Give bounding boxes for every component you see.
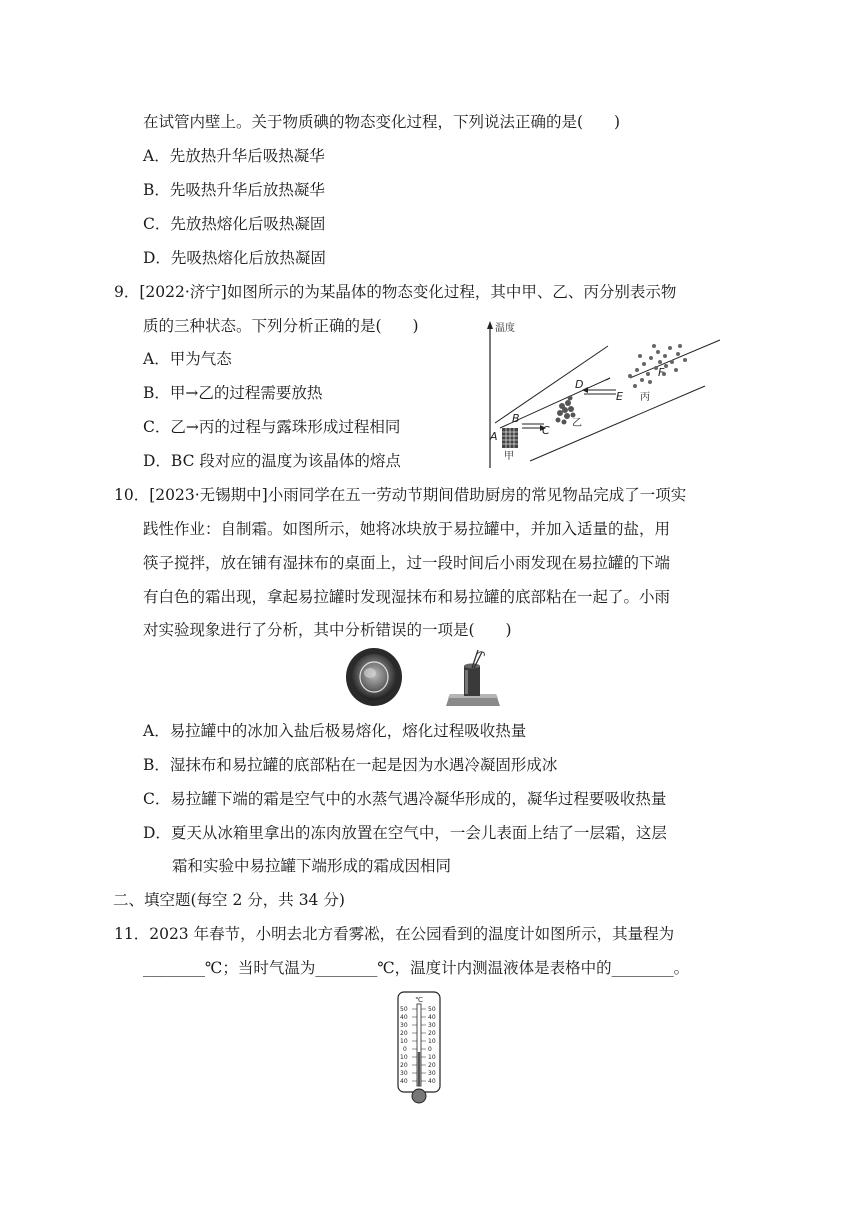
section-2-title: 二、填空题(每空 2 分，共 34 分)	[113, 891, 345, 909]
q10-can-on-cloth-figure	[444, 648, 502, 708]
scale-left-1: 40	[400, 1014, 408, 1021]
scale-right-9: 40	[428, 1078, 436, 1085]
state-bing-label: 丙	[640, 392, 650, 403]
point-b-label: B	[512, 412, 520, 425]
scale-left-0: 50	[400, 1006, 408, 1013]
scale-left-6: 10	[400, 1054, 408, 1061]
scale-left-5: 0	[403, 1046, 407, 1053]
q10-can-photo	[344, 646, 404, 708]
point-c-label: C	[542, 424, 550, 437]
q9-state-change-figure	[480, 318, 730, 470]
scale-right-5: 0	[428, 1046, 432, 1053]
solid-lattice-block	[502, 428, 518, 448]
q8-option-b: B．先吸热升华后放热凝华	[143, 181, 325, 199]
scale-right-2: 30	[428, 1022, 436, 1029]
q10-stem-line1: 10．[2023·无锡期中]小雨同学在五一劳动节期间借助厨房的常见物品完成了一项实	[114, 486, 687, 504]
q10-stem-line2: 践性作业：自制霜。如图所示，她将冰块放于易拉罐中，并加入适量的盐，用	[143, 520, 671, 538]
q10-stem-line3: 筷子搅拌，放在铺有湿抹布的桌面上，过一段时间后小雨发现在易拉罐的下端	[143, 554, 671, 572]
state-yi-label: 乙	[572, 418, 582, 429]
q8-option-d: D．先吸热熔化后放热凝固	[143, 249, 326, 267]
q10-stem-line4: 有白色的霜出现，拿起易拉罐时发现湿抹布和易拉罐的底部粘在一起了。小雨	[143, 588, 671, 606]
q9-option-c: C．乙→丙的过程与露珠形成过程相同	[143, 418, 401, 436]
scale-right-4: 10	[428, 1038, 436, 1045]
scale-left-9: 40	[400, 1078, 408, 1085]
q11-stem-line2: ________℃；当时气温为________℃，温度计内测温液体是表格中的________。	[143, 959, 690, 977]
q10-option-c: C．易拉罐下端的霜是空气中的水蒸气遇冷凝华形成的，凝华过程要吸收热量	[143, 790, 667, 808]
q9-option-b: B．甲→乙的过程需要放热	[143, 384, 323, 402]
scale-left-7: 20	[400, 1062, 408, 1069]
thermometer-unit-label: ℃	[415, 996, 423, 1004]
q9-option-d: D．BC 段对应的温度为该晶体的熔点	[143, 452, 401, 470]
scale-right-8: 30	[428, 1070, 436, 1077]
upper-boundary-line	[630, 340, 720, 378]
q9-axis-label: 温度	[495, 323, 515, 334]
q8-option-c: C．先放热熔化后吸热凝固	[143, 215, 326, 233]
q10-option-d: D．夏天从冰箱里拿出的冻肉放置在空气中，一会儿表面上结了一层霜，这层	[143, 824, 667, 842]
scale-right-1: 40	[428, 1014, 436, 1021]
scale-right-7: 20	[428, 1062, 436, 1069]
q10-option-d-continuation: 霜和实验中易拉罐下端形成的霜成因相同	[172, 857, 452, 875]
q9-stem-line2: 质的三种状态。下列分析正确的是( )	[143, 317, 419, 335]
scale-right-3: 20	[428, 1030, 436, 1037]
point-d-label: D	[575, 378, 584, 391]
scale-left-3: 20	[400, 1030, 408, 1037]
scale-right-0: 50	[428, 1006, 436, 1013]
point-f-label: F	[658, 366, 665, 379]
scale-right-6: 10	[428, 1054, 436, 1061]
scale-left-4: 10	[400, 1038, 408, 1045]
point-e-label: E	[616, 390, 623, 403]
q11-thermometer-figure	[396, 990, 442, 1110]
q8-stem-continuation: 在试管内壁上。关于物质碘的物态变化过程，下列说法正确的是( )	[143, 113, 621, 131]
q8-option-a: A．先放热升华后吸热凝华	[143, 147, 325, 165]
scale-left-2: 30	[400, 1022, 408, 1029]
state-jia-label: 甲	[504, 451, 514, 462]
point-a-label: A	[490, 430, 498, 443]
scale-left-8: 30	[400, 1070, 408, 1077]
q9-stem-line1: 9．[2022·济宁]如图所示的为某晶体的物态变化过程，其中甲、乙、丙分别表示物	[114, 283, 677, 301]
q11-stem-line1: 11．2023 年春节，小明去北方看雾凇，在公园看到的温度计如图所示，其量程为	[114, 925, 675, 943]
q10-stem-line5: 对实验现象进行了分析，其中分析错误的一项是( )	[143, 621, 512, 639]
q9-option-a: A．甲为气态	[143, 350, 232, 368]
q10-option-a: A．易拉罐中的冰加入盐后极易熔化，熔化过程吸收热量	[143, 722, 527, 740]
q10-option-b: B．湿抹布和易拉罐的底部粘在一起是因为水遇冷凝固形成冰	[143, 756, 558, 774]
